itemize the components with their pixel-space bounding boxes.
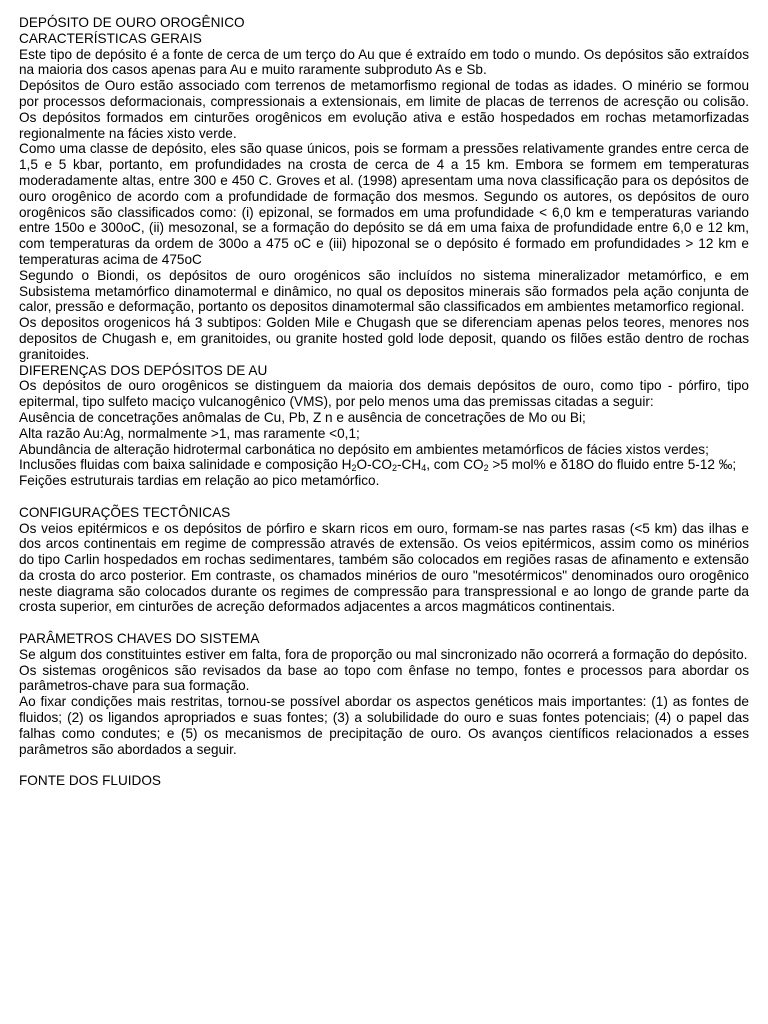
paragraph: Depósitos de Ouro estão associado com terrenos de metamorfismo regional de todas as idades. O minério se formou por processos deformacionais, compressionais a extensionais, em limite de placas de terrenos de acresção ou colisão. Os depósitos formados em cinturões orogênicos em evolução ativa e estão hospedados em rochas metamorfizadas regionalmente na fácies xisto verde. bbox=[19, 78, 749, 141]
paragraph: Este tipo de depósito é a fonte de cerca de um terço do Au que é extraído em todo o mundo. Os depósitos são extraídos na maioria dos casos apenas para Au e muito raramente subproduto As e Sb. bbox=[19, 46, 749, 78]
paragraph: Segundo o Biondi, os depósitos de ouro orogénicos são incluídos no sistema mineralizador metamórfico, e em Subsistema metamórfico dinamotermal e dinâmico, no qual os depositos minerais são formados pela ação conjunta de calor, pressão e deformação, portanto os depositos dinamotermal são classificados em ambientes metamorfico regional. bbox=[19, 267, 749, 315]
list-item: Ausência de concetrações anômalas de Cu, Pb, Z n e ausência de concetrações de Mo ou Bi; bbox=[19, 409, 586, 425]
list-item: Feições estruturais tardias em relação ao pico metamórfico. bbox=[19, 473, 380, 489]
document-title: DEPÓSITO DE OURO OROGÊNICO bbox=[19, 15, 245, 30]
paragraph: Ao fixar condições mais restritas, tornou-se possível abordar os aspectos genéticos mais importantes: (1) as fontes de fluidos; (2) os ligandos apropriados e suas fontes; (3) a solubilidade do ouro e suas fontes potenciais; (4) o papel das falhas como condutes; e (5) os mecanismos de precipitação de ouro. Os avanços científicos relacionados a esses parâmetros são abordados a seguir. bbox=[19, 694, 749, 757]
paragraph: Se algum dos constituintes estiver em falta, fora de proporção ou mal sincronizado não ocorrerá a formação do depósito. bbox=[19, 646, 748, 662]
paragraph: Como uma classe de depósito, eles são quase únicos, pois se formam a pressões relativamente grandes entre cerca de 1,5 e 5 kbar, portanto, em profundidades na crosta de cerca de 4 a 15 km. Embora se formem em temperaturas moderadamente altas, entre 300 e 450 C. Groves et al. (1998) apresentam uma nova classificação para os depósitos de ouro orogênico de acordo com a profundidade de formação dos mesmos. Segundo os autores, os depósitos de ouro orogênicos são classificados como: (i) epizonal, se formados em uma profundidade < 6,0 km e temperaturas variando entre 150o e 300oC, (ii) mesozonal, se a formação do depósito se dá em uma faixa de profundidade entre 6,0 e 12 km, com temperaturas da ordem de 300o a 475 oC e (iii) hipozonal se o depósito é formado em profundidades > 12 km e temperaturas acima de 475oC bbox=[19, 141, 749, 267]
subscript: 2 bbox=[351, 463, 357, 474]
text-fragment: Inclusões fluidas com baixa salinidade e composição H bbox=[19, 457, 352, 473]
paragraph: Os sistemas orogênicos são revisados da base ao topo com ênfase no tempo, fontes e processos para abordar os parâmetros-chave para sua formação. bbox=[19, 662, 749, 694]
text-fragment: -CH bbox=[397, 457, 422, 473]
subscript: 2 bbox=[483, 463, 489, 474]
paragraph: Os veios epitérmicos e os depósitos de pórfiro e skarn ricos em ouro, formam-se nas partes rasas (<5 km) das ilhas e dos arcos continentais em regime de compressão através de extensão. Os veios epitérmicos, assim como os minérios do tipo Carlin hospedados em rochas sedimentares, também são colocados em regiões rasas de afinamento e extensão da crosta do arco posterior. Em contraste, os chamados minérios de ouro "mesotérmicos" denominados ouro orogênico neste diagrama são colocados durante os regimes de compressão para transpressional e ao longo de grande parte da crosta superior, em cinturões de acreção deformados adjacentes a arcos magmáticos continentais. bbox=[19, 520, 749, 615]
text-fragment: , com CO bbox=[426, 457, 484, 473]
section-heading-parameters: PARÂMETROS CHAVES DO SISTEMA bbox=[19, 631, 260, 647]
paragraph: Os depósitos de ouro orogênicos se distinguem da maioria dos demais depósitos de ouro, como tipo - pórfiro, tipo epitermal, tipo sulfeto maciço vulcanogênico (VMS), por pelo menos uma das premissas citadas a seguir: bbox=[19, 378, 749, 410]
subscript: 4 bbox=[421, 463, 427, 474]
section-heading-fluids: FONTE DOS FLUIDOS bbox=[19, 773, 161, 789]
list-item: Abundância de alteração hidrotermal carbonática no depósito em ambientes metamórficos de fácies xistos verdes; bbox=[19, 441, 709, 457]
list-item-fluid-inclusions bbox=[19, 457, 749, 473]
section-heading-differences: DIFERENÇAS DOS DEPÓSITOS DE AU bbox=[19, 362, 268, 378]
document-page bbox=[19, 15, 749, 789]
subscript: 2 bbox=[392, 463, 398, 474]
paragraph: Os depositos orogenicos há 3 subtipos: Golden Mile e Chugash que se diferenciam apenas pelos teores, menores nos depositos de Chugash e, em granitoides, ou granite hosted gold lode deposit, quando os filões estão dentro de rochas granitoides. bbox=[19, 315, 749, 362]
text-fragment: O-CO bbox=[356, 457, 392, 473]
list-item: Alta razão Au:Ag, normalmente >1, mas raramente <0,1; bbox=[19, 425, 360, 441]
section-heading-general: CARACTERÍSTICAS GERAIS bbox=[19, 30, 202, 46]
text-fragment: >5 mol% e δ18O do fluido entre 5-12 ‰; bbox=[488, 457, 737, 473]
section-heading-tectonic: CONFIGURAÇÕES TECTÔNICAS bbox=[19, 504, 231, 520]
